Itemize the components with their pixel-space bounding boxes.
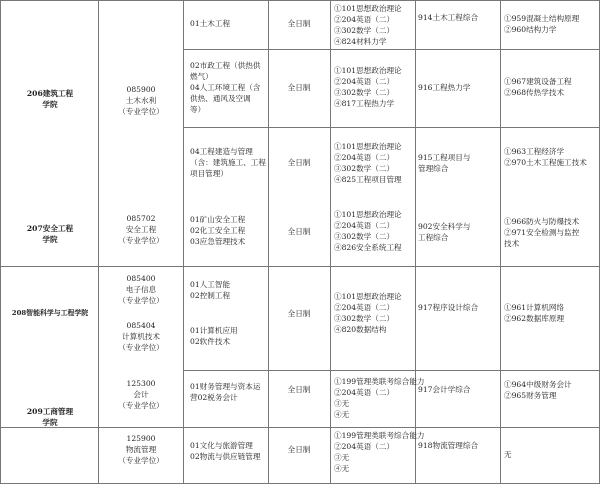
study-mode: 全日制 — [287, 385, 311, 394]
study-mode: 全日制 — [287, 158, 311, 167]
study-mode: 全日制 — [287, 445, 311, 454]
exam-subjects: ①101思想政治理论 ②204英语（二） ③302数学（二） ④824材料力学 — [334, 4, 402, 46]
col-divider — [0, 0, 1, 484]
retest-subject: 915工程项目与 管理综合 — [418, 153, 471, 173]
row-divider — [183, 370, 600, 371]
research-direction: 04工程建造与管理 （含：建筑施工、工程 项目管理） — [190, 147, 266, 178]
extra-test-subjects: ①966防火与防爆技术 ②971安全检测与监控 技术 — [504, 217, 580, 248]
research-direction: 01计算机应用 02软件技术 — [190, 326, 238, 346]
col-divider — [268, 0, 269, 484]
program-code-name: 085900 土木水利 （专业学位） — [118, 85, 164, 116]
study-mode: 全日制 — [287, 309, 311, 318]
col-divider — [183, 0, 184, 484]
research-direction: 01矿山安全工程 02化工安全工程 03应急管理技术 — [190, 215, 246, 246]
college-name: 209工商管理 学院 — [26, 407, 74, 427]
extra-test-subjects: ①964中级财务会计 ②965财务管理 — [504, 380, 572, 400]
retest-subject: 917程序设计综合 — [418, 303, 479, 312]
exam-subjects: ①101思想政治理论 ②204英语（二） ③302数学（二） ④826安全系统工程 — [334, 210, 402, 252]
program-code-name: 085404 计算机技术 （专业学位） — [118, 321, 164, 352]
table-border-top — [0, 0, 600, 1]
program-code-name: 085400 电子信息 （专业学位） — [118, 274, 164, 305]
extra-test-subjects: ①961计算机网络 ②962数据库原理 — [504, 303, 565, 323]
research-direction: 01文化与旅游管理 02物流与供应链管理 — [190, 441, 261, 461]
exam-subjects: ①101思想政治理论 ②204英语（二） ③302数学（二） ④820数据结构 — [334, 292, 402, 334]
exam-subjects: ①101思想政治理论 ②204英语（二） ③302数学（二） ④825工程项目管理 — [334, 142, 402, 184]
row-divider — [0, 266, 600, 267]
extra-test-subjects: ①959混凝土结构原理 ②960结构力学 — [504, 14, 580, 34]
study-mode: 全日制 — [287, 19, 311, 28]
college-name: 206建筑工程 学院 — [26, 89, 74, 109]
exam-subjects: ①199管理类联考综合能力 ②204英语（二） ③无 ④无 — [334, 377, 425, 419]
extra-test-subjects: ①963工程经济学 ②970土木工程施工技术 — [504, 147, 587, 167]
program-code-name: 125300 会计 （专业学位） — [118, 379, 164, 410]
col-divider — [98, 0, 99, 484]
program-code-name: 125900 物流管理 （专业学位） — [118, 434, 164, 465]
program-code-name: 085702 安全工程 （专业学位） — [118, 214, 164, 245]
col-divider — [330, 0, 331, 484]
college-name: 208智能科学与工程学院 — [11, 309, 89, 317]
retest-subject: 917会计学综合 — [418, 385, 471, 394]
retest-subject: 902安全科学与 工程综合 — [418, 222, 471, 242]
row-divider — [183, 49, 600, 50]
exam-subjects: ①199管理类联考综合能力 ②204英语（二） ③无 ④无 — [334, 431, 425, 473]
study-mode: 全日制 — [287, 83, 311, 92]
exam-subjects: ①101思想政治理论 ②204英语（二） ③302数学（二） ④817工程热力学 — [334, 66, 402, 108]
study-mode: 全日制 — [287, 227, 311, 236]
retest-subject: 916工程热力学 — [418, 83, 471, 92]
college-name: 207安全工程 学院 — [26, 224, 74, 244]
extra-test-subjects: 无 — [504, 450, 512, 459]
research-direction: 01人工智能 02控制工程 — [190, 280, 231, 300]
retest-subject: 918物流管理综合 — [418, 441, 479, 450]
extra-test-subjects: ①967建筑设备工程 ②968传热学技术 — [504, 77, 572, 97]
research-direction: 01财务管理与资本运 营02税务会计 — [190, 382, 261, 402]
research-direction: 02市政工程（供热供 燃气） 04人工环境工程（含 供热、通风及空调 等） — [190, 61, 261, 114]
col-divider — [500, 0, 501, 484]
retest-subject: 914土木工程综合 — [418, 13, 479, 22]
research-direction: 01土木工程 — [190, 19, 231, 28]
row-divider — [183, 127, 600, 128]
